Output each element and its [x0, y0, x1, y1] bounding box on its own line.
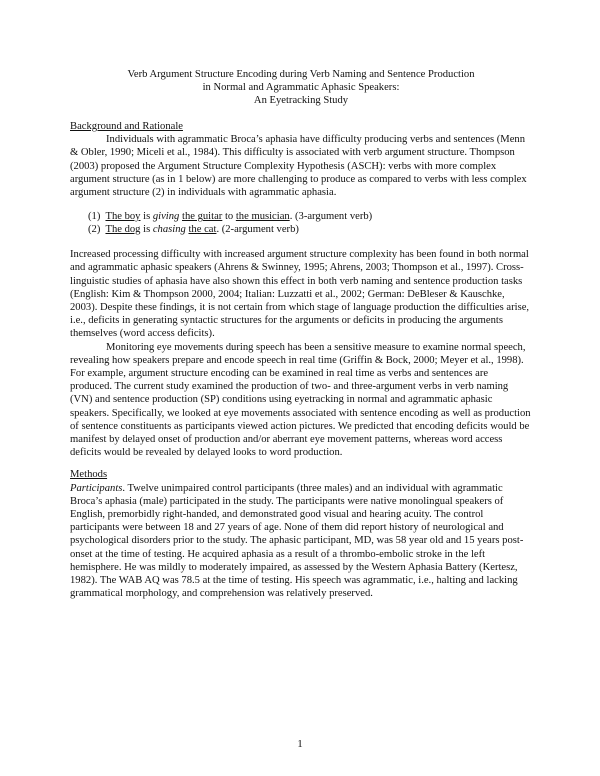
paragraph-participants [70, 482, 532, 601]
title-line-1: Verb Argument Structure Encoding during Verb Naming and Sentence Production [127, 69, 475, 80]
example-verb: chasing [152, 223, 186, 235]
paragraph-background-2: Increased processing difficulty with increased argument structure complexity has been found in both normal and agrammatic aphasic speakers (Ahrens & Swinney, 1995; Ahrens, 2003; Thompson et al., 1997). Cross-linguistic studies of aphasia have also shown this effect in both verb naming and sentence production tasks (English: Kim & Thompson 2000, 2004; Italian: Luzzatti et al., 2002; German: DeBleser & Kauschke, 2003). Despite these findings, it is not certain from which stage of language production the difficulties arise, i.e., deficits in generating syntactic structures for the arguments or deficits in producing the arguments themselves (word access deficits). [70, 249, 530, 340]
document-page [70, 68, 532, 601]
section-heading-background: Background and Rationale [70, 121, 183, 132]
title-line-3: An Eyetracking Study [253, 95, 349, 106]
example-aux: is [140, 223, 153, 235]
section-heading-methods: Methods [70, 469, 108, 481]
example-object-1: the cat [188, 223, 217, 235]
page-number: 1 [297, 738, 303, 750]
document-title [70, 68, 532, 107]
title-line-2: in Normal and Agrammatic Aphasic Speakers: [202, 82, 400, 93]
example-preposition: to [222, 211, 236, 223]
example-object-2: the musician [235, 211, 290, 223]
example-verb: giving [152, 211, 180, 223]
example-subject: The dog [105, 223, 141, 235]
example-annotation: . (3-argument verb) [289, 211, 373, 223]
example-annotation: . (2-argument verb) [216, 223, 299, 235]
paragraph-background-3: Monitoring eye movements during speech has been a sensitive measure to examine normal speech, revealing how speakers prepare and encode speech in real time (Griffin & Bock, 2000; Meyer et al., 1998). For example, argument structure encoding can be examined in real time as verbs and sentences are produced. The current study examined the production of two- and three-argument verbs in verb naming (VN) and sentence production (SP) conditions using eyetracking in normal and agrammatic aphasic speakers. Specifically, we looked at eye movements associated with sentence encoding as well as production of sentence constituents as participants viewed action pictures. We predicted that encoding deficits would be manifest by delayed onset of production and/or aberrant eye movement patterns, whereas word access deficits would be revealed by delayed looks to word production. [70, 341, 531, 459]
example-object-1: the guitar [182, 211, 223, 223]
example-item-1 [88, 211, 532, 224]
example-aux: is [140, 211, 153, 223]
participants-text: . Twelve unimpaired control participants (three males) and an individual with agrammatic Broca’s aphasia (male) participated in the study. The participants were native monolingual speakers of English, premorbidly right-handed, and demonstrated good visual and hearing acuity. The control participants were between 18 and 27 years of age. None of them did report history of neurological and psychological disorders prior to the study. The aphasic participant, MD, was 58 year old and 15 years post-onset at the time of testing. He acquired aphasia as a result of a thrombo-embolic stroke in the left hemisphere. He was mildly to moderately impaired, as assessed by the Western Aphasia Battery (Kertesz, 1982). The WAB AQ was 78.5 at the time of testing. His speech was agrammatic, i.e., halting and lacking grammatical morphology, and comprehension was relatively preserved. [70, 482, 524, 600]
example-item-2 [88, 224, 532, 237]
example-subject: The boy [105, 211, 141, 223]
paragraph-background-1: Individuals with agrammatic Broca’s aphasia have difficulty producing verbs and sentences (Menn & Obler, 1990; Miceli et al., 1984). This difficulty is associated with verb argument structure. Thompson (2003) proposed the Argument Structure Complexity Hypothesis (ASCH): verbs with more complex argument structure (as in 1 below) are more challenging to produce as compared to verbs with less complex argument structure (2) in individuals with agrammatic aphasia. [70, 134, 527, 199]
example-list [70, 211, 532, 236]
example-number: (2) [88, 223, 101, 235]
example-number: (1) [88, 211, 101, 223]
participants-runin-heading: Participants [70, 482, 123, 494]
